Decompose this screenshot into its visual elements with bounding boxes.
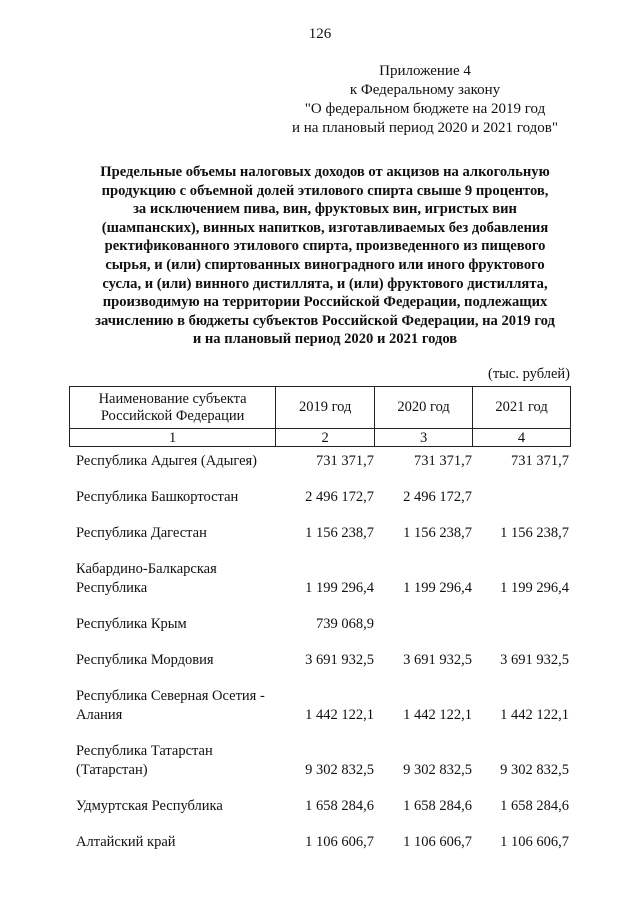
title-line: сусла, и (или) винного дистиллята, и (или) фруктового дистиллята, <box>102 275 548 292</box>
value-2019: 9 302 832,5 <box>305 762 374 778</box>
subject-name-line: Республика Татарстан <box>76 743 213 759</box>
value-2021: 1 106 606,7 <box>500 834 569 850</box>
subject-name <box>76 797 286 816</box>
subject-name <box>76 452 286 471</box>
title-line: зачислению в бюджеты субъектов Российской Федерации, на 2019 год <box>95 312 555 329</box>
table-row <box>76 560 576 598</box>
header-name-line: Наименование субъекта <box>98 390 247 407</box>
subject-name <box>76 615 286 634</box>
subject-name <box>76 687 286 725</box>
appendix-line: Приложение 4 <box>379 63 471 79</box>
table-row <box>76 452 576 471</box>
page-number: 126 <box>308 26 332 42</box>
title-line: за исключением пива, вин, фруктовых вин, игристых вин <box>133 201 517 218</box>
value-2020: 1 658 284,6 <box>403 798 472 814</box>
subject-name <box>76 560 286 598</box>
title-line: и на плановый период 2020 и 2021 годов <box>192 331 458 348</box>
subject-name-line: (Татарстан) <box>76 762 148 778</box>
header-2020: 2020 год <box>375 387 473 429</box>
header-2019: 2019 год <box>276 387 375 429</box>
value-2020: 1 106 606,7 <box>403 834 472 850</box>
subject-name-line: Республика Северная Осетия - <box>76 688 265 704</box>
subject-name-line: Кабардино-Балкарская <box>76 561 217 577</box>
subject-name-line: Республика Адыгея (Адыгея) <box>76 453 258 469</box>
subject-name <box>76 524 286 543</box>
subject-name-line: Алтайский край <box>76 834 176 850</box>
value-2020: 3 691 932,5 <box>403 652 472 668</box>
subject-name-line: Республика Дагестан <box>76 525 207 541</box>
value-2021: 1 658 284,6 <box>500 798 569 814</box>
units-label: (тыс. рублей) <box>488 366 570 382</box>
value-2019: 739 068,9 <box>316 616 374 632</box>
value-2019: 1 442 122,1 <box>305 707 374 723</box>
subject-name-line: Республика <box>76 580 148 596</box>
title-line: (шампанских), винных напитков, изготавливаемых без добавления <box>101 219 549 236</box>
subject-name-line: Алания <box>76 707 123 723</box>
title-line: производимую на территории Российской Федерации, подлежащих <box>102 294 548 311</box>
value-2020: 9 302 832,5 <box>403 762 472 778</box>
subject-name-line: Республика Мордовия <box>76 652 214 668</box>
value-2021: 731 371,7 <box>511 453 569 469</box>
value-2021: 1 442 122,1 <box>500 707 569 723</box>
table-row <box>76 651 576 670</box>
document-title <box>70 163 580 349</box>
subject-name-line: Удмуртская Республика <box>76 798 223 814</box>
subject-name <box>76 488 286 507</box>
table-row <box>76 615 576 634</box>
value-2020: 1 442 122,1 <box>403 707 472 723</box>
header-subject-name <box>70 387 276 429</box>
appendix-line: "О федеральном бюджете на 2019 год <box>304 101 546 117</box>
value-2021: 9 302 832,5 <box>500 762 569 778</box>
value-2020: 1 199 296,4 <box>403 580 472 596</box>
value-2021: 1 156 238,7 <box>500 525 569 541</box>
table-row <box>76 488 576 507</box>
header-name-line: Российской Федерации <box>100 407 245 424</box>
value-2019: 1 106 606,7 <box>305 834 374 850</box>
appendix-header <box>270 62 580 138</box>
value-2019: 1 156 238,7 <box>305 525 374 541</box>
value-2020: 2 496 172,7 <box>403 489 472 505</box>
title-line: ректификованного этилового спирта, произведенного из пищевого <box>104 238 546 255</box>
value-2019: 1 199 296,4 <box>305 580 374 596</box>
subject-name-line: Республика Крым <box>76 616 187 632</box>
header-2021: 2021 год <box>473 387 571 429</box>
appendix-line: к Федеральному закону <box>349 82 501 98</box>
table-row <box>76 797 576 816</box>
value-2020: 731 371,7 <box>414 453 472 469</box>
column-number: 2 <box>276 429 375 447</box>
column-number: 3 <box>375 429 473 447</box>
column-number: 4 <box>473 429 571 447</box>
subject-name-line: Республика Башкортостан <box>76 489 239 505</box>
value-2019: 3 691 932,5 <box>305 652 374 668</box>
table-body <box>76 452 576 852</box>
title-line: Предельные объемы налоговых доходов от акцизов на алкогольную <box>100 164 550 180</box>
title-line: продукцию с объемной долей этилового спирта свыше 9 процентов, <box>101 182 549 199</box>
table-row <box>76 742 576 780</box>
table-row <box>76 833 576 852</box>
column-number: 1 <box>70 429 276 447</box>
value-2019: 1 658 284,6 <box>305 798 374 814</box>
appendix-line: и на плановый период 2020 и 2021 годов" <box>292 120 558 136</box>
table-row <box>76 524 576 543</box>
value-2020: 1 156 238,7 <box>403 525 472 541</box>
value-2021: 1 199 296,4 <box>500 580 569 596</box>
subject-name <box>76 742 286 780</box>
table-row <box>76 687 576 725</box>
value-2019: 2 496 172,7 <box>305 489 374 505</box>
value-2019: 731 371,7 <box>316 453 374 469</box>
table-header <box>69 386 571 447</box>
title-line: сырья, и (или) спиртованных виноградного или иного фруктового <box>105 256 545 273</box>
subject-name <box>76 651 286 670</box>
value-2021: 3 691 932,5 <box>500 652 569 668</box>
subject-name <box>76 833 286 852</box>
